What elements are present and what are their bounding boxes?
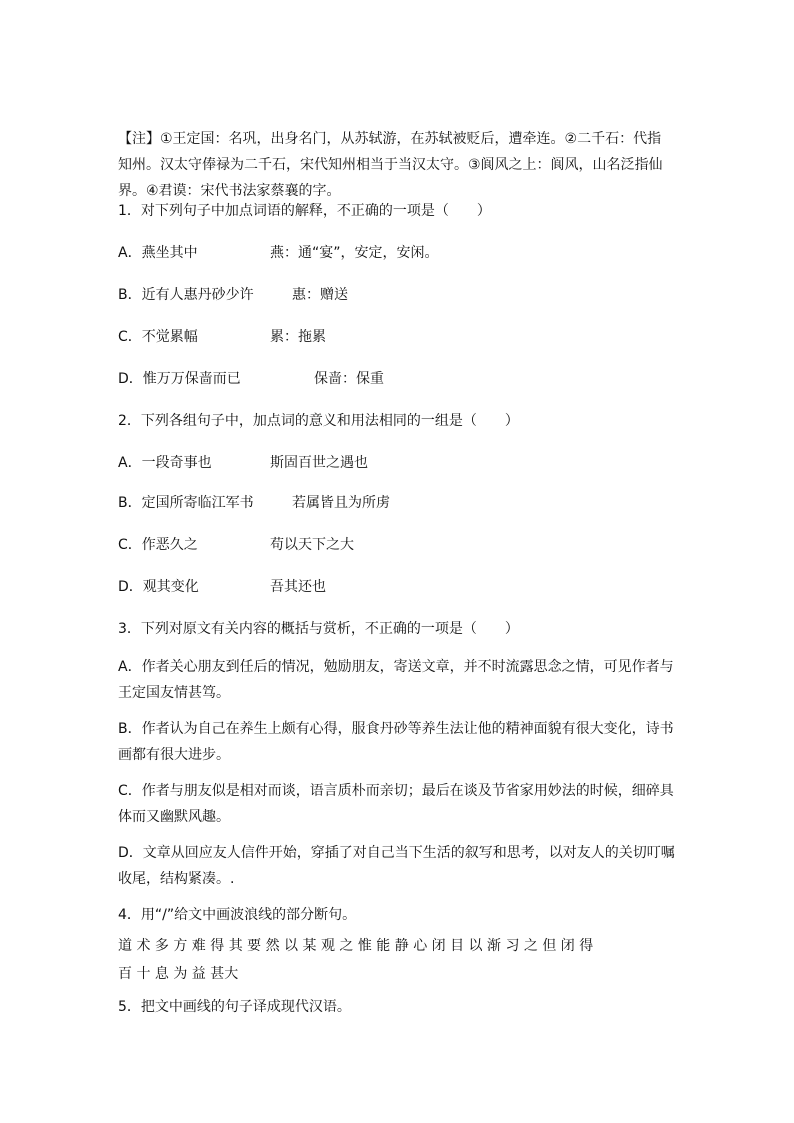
option-text: A．燕坐其中 xyxy=(118,245,198,261)
option-text: B．定国所寄临江军书 xyxy=(118,495,254,511)
option-line: 收尾，结构紧凑。. xyxy=(118,871,235,887)
option-text: A．一段奇事也 xyxy=(118,455,212,471)
q1-option-d xyxy=(118,366,678,392)
option-line: 画都有很大进步。 xyxy=(118,747,230,763)
note-line: 【注】①王定国：名巩，出身名门，从苏轼游，在苏轼被贬后，遭牵连。②二千石：代指 xyxy=(118,131,662,147)
q2-option-a xyxy=(118,450,678,476)
q2-option-d xyxy=(118,574,678,600)
note-paragraph xyxy=(118,126,678,204)
option-explanation: 燕：通“宴”，安定，安闲。 xyxy=(270,245,439,261)
option-text: C．作恶久之 xyxy=(118,537,198,553)
passage-line: 道 术 多 方 难 得 其 要 然 以 某 观 之 惟 能 静 心 闭 目 以 渐 习 之 但 闭 得 xyxy=(118,938,594,954)
option-line: 王定国友情甚笃。 xyxy=(118,685,230,701)
q3-option-a xyxy=(118,654,678,706)
q3-option-d xyxy=(118,840,678,892)
question-5-stem: 5．把文中画线的句子译成现代汉语。 xyxy=(118,999,351,1015)
option-line: D．文章从回应友人信件开始，穿插了对自己当下生活的叙写和思考，以对友人的关切叮嘱 xyxy=(118,845,675,861)
option-comparison: 若属皆且为所虏 xyxy=(292,495,390,511)
q1-option-c xyxy=(118,324,678,350)
passage-line: 百 十 息 为 益 甚大 xyxy=(118,966,239,982)
question-2-stem: 2．下列各组句子中，加点词的意义和用法相同的一组是（ ） xyxy=(118,413,519,429)
option-explanation: 累：拖累 xyxy=(270,329,326,345)
option-text: C．不觉累幅 xyxy=(118,329,198,345)
option-text: D．惟万万保啬而已 xyxy=(118,371,241,387)
q2-option-c xyxy=(118,532,678,558)
option-text: B．近有人惠丹砂少许 xyxy=(118,287,254,303)
q2-option-b xyxy=(118,490,678,516)
note-line: 知州。汉太守俸禄为二千石，宋代知州相当于当汉太守。③阆风之上：阆风，山名泛指仙 xyxy=(118,157,663,173)
option-line: A．作者关心朋友到任后的情况，勉励朋友，寄送文章，并不时流露思念之情，可见作者与 xyxy=(118,659,674,675)
option-line: 体而又幽默风趣。 xyxy=(118,809,230,825)
question-4-stem: 4．用“/”给文中画波浪线的部分断句。 xyxy=(118,907,357,923)
q3-option-c xyxy=(118,778,678,830)
option-line: B．作者认为自己在养生上颇有心得，服食丹砂等养生法让他的精神面貌有很大变化，诗书 xyxy=(118,721,674,737)
option-comparison: 苟以天下之大 xyxy=(270,537,354,553)
q3-option-b xyxy=(118,716,678,768)
note-line: 界。④君谟：宋代书法家蔡襄的字。 xyxy=(118,183,341,199)
q1-option-a xyxy=(118,240,678,266)
q4-passage xyxy=(118,932,678,988)
question-3-stem: 3．下列对原文有关内容的概括与赏析，不正确的一项是（ ） xyxy=(118,621,519,637)
option-comparison: 吾其还也 xyxy=(270,579,326,595)
option-comparison: 斯固百世之遇也 xyxy=(270,455,368,471)
option-explanation: 保啬：保重 xyxy=(314,371,384,387)
option-line: C．作者与朋友似是相对而谈，语言质朴而亲切；最后在谈及节省家用妙法的时候，细碎具 xyxy=(118,783,674,799)
q1-option-b xyxy=(118,282,678,308)
option-text: D．观其变化 xyxy=(118,579,199,595)
option-explanation: 惠：赠送 xyxy=(292,287,348,303)
question-1-stem: 1．对下列句子中加点词语的解释，不正确的一项是（ ） xyxy=(118,203,491,219)
